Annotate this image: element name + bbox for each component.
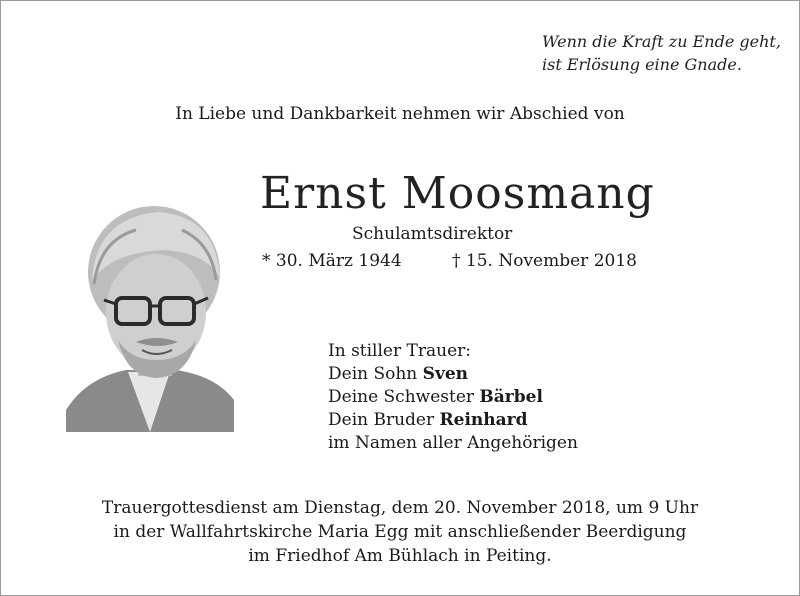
- mourners-block: [328, 340, 578, 455]
- mourners-heading: In stiller Trauer:: [328, 341, 471, 361]
- brother-name: Reinhard: [439, 410, 528, 430]
- son-prefix: Dein Sohn: [328, 364, 423, 384]
- brother-prefix: Dein Bruder: [328, 410, 440, 430]
- motto-line-1: Wenn die Kraft zu Ende geht,: [542, 32, 781, 51]
- sister-name: Bärbel: [479, 387, 543, 407]
- motto: [542, 30, 781, 76]
- service-line-1: Trauergottesdienst am Dienstag, dem 20. November 2018, um 9 Uhr: [101, 498, 699, 518]
- service-line-2: in der Wallfahrtskirche Maria Egg mit anschließender Beerdigung: [113, 522, 687, 542]
- birth-date: * 30. März 1944: [262, 251, 402, 271]
- service-line-3: im Friedhof Am Bühlach in Peiting.: [248, 546, 552, 566]
- deceased-title: Schulamtsdirektor: [352, 224, 513, 244]
- portrait-photo: [66, 200, 234, 432]
- mourner-son: [328, 363, 578, 386]
- motto-line-2: ist Erlösung eine Gnade.: [542, 55, 742, 74]
- mourner-brother: [328, 409, 578, 432]
- service-details: [0, 496, 800, 568]
- sister-prefix: Deine Schwester: [328, 387, 480, 407]
- deceased-name: Ernst Moosmang: [260, 168, 655, 219]
- intro-text: In Liebe und Dankbarkeit nehmen wir Abschied von: [175, 104, 625, 124]
- death-date: † 15. November 2018: [452, 251, 637, 271]
- mourners-others: im Namen aller Angehörigen: [328, 433, 578, 453]
- mourner-sister: [328, 386, 578, 409]
- son-name: Sven: [422, 364, 469, 384]
